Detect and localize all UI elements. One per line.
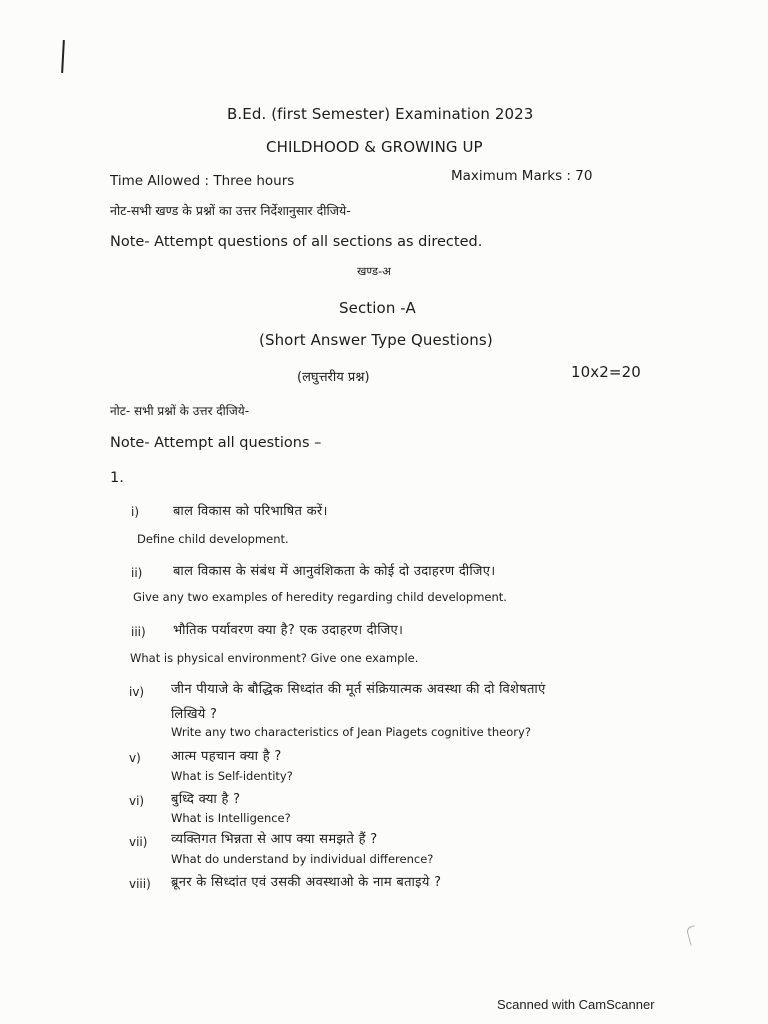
question-number: 1. xyxy=(110,470,124,486)
section-note-hindi: नोट- सभी प्रश्नों के उत्तर दीजिये- xyxy=(110,404,250,418)
question-hindi: आत्म पहचान क्या है ? xyxy=(171,749,282,764)
question-label: iv) xyxy=(129,685,145,699)
question-hindi: भौतिक पर्यावरण क्या है? एक उदाहरण दीजिए। xyxy=(173,623,404,638)
question-hindi-continued: लिखिये ? xyxy=(171,707,218,722)
general-note-hindi: नोट-सभी खण्ड के प्रश्नों का उत्तर निर्देशानुसार दीजिये- xyxy=(110,203,351,218)
scan-smudge xyxy=(686,925,700,946)
question-english: Give any two examples of heredity regarding child development. xyxy=(133,590,507,604)
section-marks: 10x2=20 xyxy=(571,363,641,381)
question-english: Define child development. xyxy=(137,532,289,546)
question-hindi: ब्रूनर के सिध्दांत एवं उसकी अवस्थाओ के नाम बताइये ? xyxy=(171,875,442,890)
section-note-english: Note- Attempt all questions – xyxy=(110,435,322,451)
question-hindi: बाल विकास को परिभाषित करें। xyxy=(173,504,328,519)
question-label: ii) xyxy=(131,566,143,580)
question-hindi: व्यक्तिगत भिन्नता से आप क्या समझते हैं ? xyxy=(171,832,378,847)
question-english: Write any two characteristics of Jean Piagets cognitive theory? xyxy=(171,725,531,739)
camscanner-watermark: Scanned with CamScanner xyxy=(497,997,655,1012)
question-label: viii) xyxy=(129,877,151,891)
section-name: Section -A xyxy=(339,299,416,317)
question-label: vii) xyxy=(129,835,148,849)
section-name-hindi: खण्ड-अ xyxy=(357,264,391,278)
subject-title: CHILDHOOD & GROWING UP xyxy=(266,138,483,156)
question-hindi: बाल विकास के संबंध में आनुवंशिकता के कोई दो उदाहरण दीजिए। xyxy=(173,564,496,579)
question-english: What is physical environment? Give one example. xyxy=(130,651,419,665)
pen-mark xyxy=(61,40,65,73)
exam-title: B.Ed. (first Semester) Examination 2023 xyxy=(227,105,534,123)
question-english: What do understand by individual difference? xyxy=(171,852,434,866)
section-type-hindi: (लघुत्तरीय प्रश्न) xyxy=(297,370,370,385)
question-label: i) xyxy=(131,505,140,519)
question-hindi: बुध्दि क्या है ? xyxy=(171,792,241,807)
time-allowed: Time Allowed : Three hours xyxy=(110,173,295,189)
question-label: v) xyxy=(129,751,141,765)
question-label: iii) xyxy=(131,625,146,639)
section-type: (Short Answer Type Questions) xyxy=(259,331,493,349)
question-hindi: जीन पीयाजे के बौद्धिक सिध्दांत की मूर्त संक्रियात्मक अवस्था की दो विशेषताएं xyxy=(171,682,546,697)
question-english: What is Intelligence? xyxy=(171,811,291,825)
general-note-english: Note- Attempt questions of all sections as directed. xyxy=(110,234,483,250)
question-english: What is Self-identity? xyxy=(171,769,293,783)
maximum-marks: Maximum Marks : 70 xyxy=(451,168,593,184)
question-label: vi) xyxy=(129,794,145,808)
